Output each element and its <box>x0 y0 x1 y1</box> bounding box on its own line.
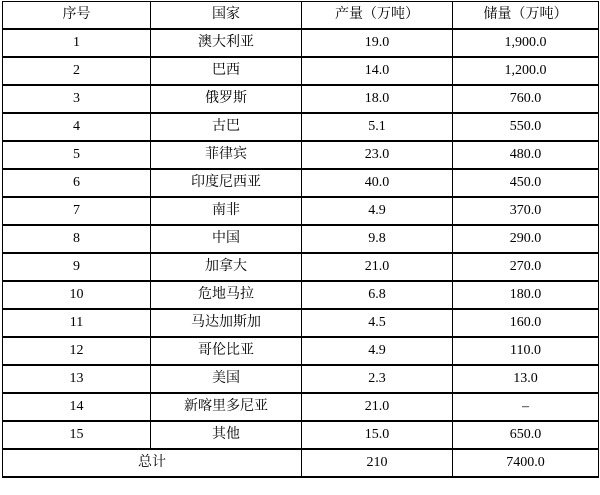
rank-cell: 10 <box>3 281 151 309</box>
production-cell: 4.9 <box>302 197 453 225</box>
production-cell: 18.0 <box>302 85 453 113</box>
reserves-cell: 270.0 <box>453 253 599 281</box>
rank-cell: 11 <box>3 309 151 337</box>
table-footer <box>3 449 599 477</box>
production-cell: 9.8 <box>302 225 453 253</box>
header-country: 国家 <box>151 2 302 30</box>
total-row <box>3 449 599 477</box>
rank-cell: 15 <box>3 421 151 449</box>
reserves-cell: 650.0 <box>453 421 599 449</box>
reserves-cell: 110.0 <box>453 337 599 365</box>
reserves-cell: 1,900.0 <box>453 29 599 57</box>
table-header <box>3 2 599 30</box>
production-cell: 4.9 <box>302 337 453 365</box>
header-row <box>3 2 599 30</box>
reserves-cell: 180.0 <box>453 281 599 309</box>
reserves-cell: 370.0 <box>453 197 599 225</box>
production-cell: 14.0 <box>302 57 453 85</box>
table-row <box>3 253 599 281</box>
total-reserves-cell: 7400.0 <box>453 449 599 477</box>
table-row <box>3 393 599 421</box>
reserves-cell: 450.0 <box>453 169 599 197</box>
country-cell: 加拿大 <box>151 253 302 281</box>
production-cell: 21.0 <box>302 253 453 281</box>
table-body <box>3 29 599 449</box>
total-label-cell: 总计 <box>3 449 302 477</box>
country-cell: 俄罗斯 <box>151 85 302 113</box>
table-row <box>3 197 599 225</box>
rank-cell: 12 <box>3 337 151 365</box>
rank-cell: 13 <box>3 365 151 393</box>
production-cell: 2.3 <box>302 365 453 393</box>
header-production: 产量（万吨） <box>302 2 453 30</box>
table-row <box>3 113 599 141</box>
country-cell: 美国 <box>151 365 302 393</box>
reserves-cell: 13.0 <box>453 365 599 393</box>
country-cell: 印度尼西亚 <box>151 169 302 197</box>
rank-cell: 3 <box>3 85 151 113</box>
country-production-reserves-table <box>2 1 599 478</box>
rank-cell: 2 <box>3 57 151 85</box>
rank-cell: 5 <box>3 141 151 169</box>
table-row <box>3 281 599 309</box>
reserves-cell: – <box>453 393 599 421</box>
rank-cell: 9 <box>3 253 151 281</box>
rank-cell: 8 <box>3 225 151 253</box>
country-cell: 南非 <box>151 197 302 225</box>
table-row <box>3 365 599 393</box>
country-cell: 古巴 <box>151 113 302 141</box>
reserves-cell: 480.0 <box>453 141 599 169</box>
country-cell: 其他 <box>151 421 302 449</box>
reserves-cell: 760.0 <box>453 85 599 113</box>
rank-cell: 1 <box>3 29 151 57</box>
production-cell: 5.1 <box>302 113 453 141</box>
country-cell: 新喀里多尼亚 <box>151 393 302 421</box>
table-row <box>3 169 599 197</box>
rank-cell: 14 <box>3 393 151 421</box>
country-cell: 中国 <box>151 225 302 253</box>
production-cell: 4.5 <box>302 309 453 337</box>
table-row <box>3 309 599 337</box>
production-cell: 21.0 <box>302 393 453 421</box>
country-cell: 危地马拉 <box>151 281 302 309</box>
table-row <box>3 225 599 253</box>
table-row <box>3 57 599 85</box>
header-reserves: 储量（万吨） <box>453 2 599 30</box>
country-cell: 巴西 <box>151 57 302 85</box>
table-row <box>3 141 599 169</box>
production-cell: 19.0 <box>302 29 453 57</box>
production-cell: 23.0 <box>302 141 453 169</box>
table-row <box>3 337 599 365</box>
total-production-cell: 210 <box>302 449 453 477</box>
reserves-cell: 160.0 <box>453 309 599 337</box>
header-rank: 序号 <box>3 2 151 30</box>
rank-cell: 7 <box>3 197 151 225</box>
reserves-cell: 550.0 <box>453 113 599 141</box>
country-cell: 马达加斯加 <box>151 309 302 337</box>
production-cell: 15.0 <box>302 421 453 449</box>
table-row <box>3 85 599 113</box>
production-cell: 40.0 <box>302 169 453 197</box>
production-cell: 6.8 <box>302 281 453 309</box>
rank-cell: 4 <box>3 113 151 141</box>
table-row <box>3 421 599 449</box>
reserves-cell: 290.0 <box>453 225 599 253</box>
rank-cell: 6 <box>3 169 151 197</box>
country-cell: 哥伦比亚 <box>151 337 302 365</box>
reserves-cell: 1,200.0 <box>453 57 599 85</box>
country-cell: 澳大利亚 <box>151 29 302 57</box>
country-cell: 菲律宾 <box>151 141 302 169</box>
table-row <box>3 29 599 57</box>
